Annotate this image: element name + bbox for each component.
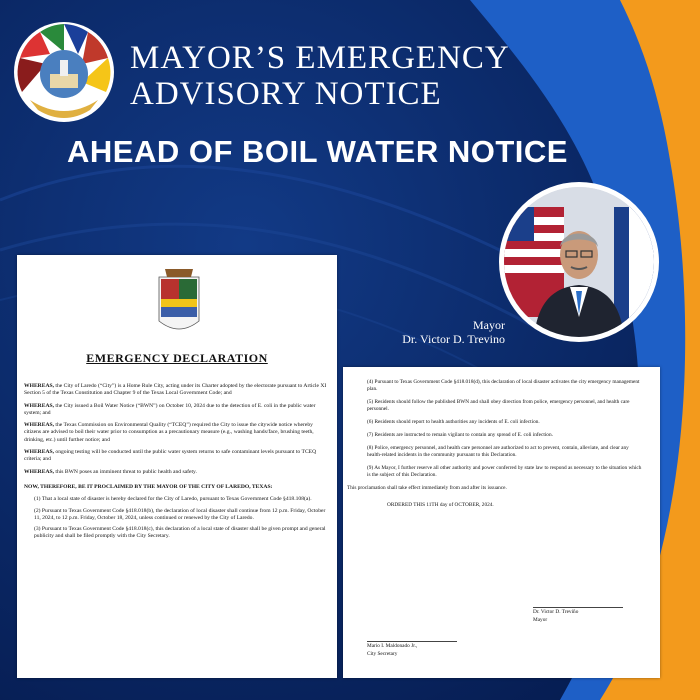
ordered-date: ORDERED THIS 11TH day of OCTOBER, 2024. (387, 502, 494, 508)
mayor-photo (504, 187, 654, 337)
declaration-item: (4) Pursuant to Texas Government Code §418.018(d), this declaration of local disaster activates the city emergency management plan. (367, 379, 640, 392)
whereas-clause-3: WHEREAS, the Texas Commission on Environmental Quality (“TCEQ”) required the City to issue the citywide notice whereby citizens are advised to boil their water prior to consumption as a precautionary measure (e.g., washing hands/face, brushing teeth, drinking, etc.) until further notice; and (24, 422, 314, 443)
mayor-name: Dr. Victor D. Trevino (402, 332, 505, 346)
declaration-item: (1) That a local state of disaster is hereby declared for the City of Laredo, pursuant to Texas Government Code §418.108(a). (34, 496, 312, 503)
whereas-clause-4: WHEREAS, ongoing testing will be conducted until the public water system returns to safe contaminant levels pursuant to TCEQ criteria; and (24, 449, 317, 463)
declaration-items (24, 496, 330, 540)
declaration-item: (6) Residents should report to health authorities any incidents of E. coli infection. (367, 419, 540, 425)
declaration-item: (7) Residents are instructed to remain vigilant to contain any spread of E. coli infection. (367, 432, 553, 438)
declaration-item: (9) As Mayor, I further reserve all other authority and power conferred by state law to respond as necessary to the situation which is the subject of this Declaration. (367, 465, 642, 478)
declaration-item: (2) Pursuant to Texas Government Code §418.018(b), the declaration of local disaster shall continue from 12 p.m. Friday, October 11, 2024, to 12 p.m. Friday, October 18, 2024, unless continued or renewed by the City of Laredo. (34, 507, 326, 521)
header-line-1: MAYOR’S EMERGENCY (130, 40, 510, 76)
declaration-page-2 (343, 367, 660, 678)
declaration-body (24, 383, 330, 545)
secretary-signature-name: Mario I. Maldonado Jr., (367, 643, 418, 649)
mayor-portrait (499, 182, 659, 342)
secretary-signature-line (367, 641, 457, 642)
whereas-clause-5: WHEREAS, this BWN poses an imminent threat to public health and safety. (24, 468, 197, 475)
secretary-signature-title: City Secretary (367, 651, 398, 657)
mayor-signature-name: Dr. Victor D. Treviño (533, 609, 579, 615)
whereas-clause-2: WHEREAS, the City issued a Boil Water Notice (“BWN”) on October 10, 2024 due to the detection of E. coli in the public water system; and (24, 402, 316, 416)
header-line-2: ADVISORY NOTICE (130, 76, 442, 112)
city-seal-logo (10, 18, 118, 126)
mayor-signature-title: Mayor (533, 617, 548, 623)
proclamation-heading: NOW, THEREFORE, BE IT PROCLAIMED BY THE MAYOR OF THE CITY OF LAREDO, TEXAS: (24, 483, 273, 490)
declaration-item: (8) Police, emergency personnel, and health care personnel are authorized to act to prevent, contain, alleviate, and clear any health-related incidents in the community pursuant to this Declaration. (367, 445, 629, 458)
whereas-clause-1: WHEREAS, the City of Laredo (“City”) is a Home Rule City, acting under its Charter adopted by the electorate pursuant to Article XI Section 5 of the Texas Constitution and Chapter 9 of the Texas Local Government Code; and (24, 383, 327, 397)
city-crest-logo (157, 267, 201, 339)
mayor-title: Mayor (473, 318, 505, 332)
declaration-page-1 (17, 255, 337, 678)
effect-statement: This proclamation shall take effect immediately from and after its issuance. (347, 485, 507, 491)
mayor-caption (340, 318, 505, 346)
declaration-item: (3) Pursuant to Texas Government Code §418.018(c), this declaration of a local state of disaster shall be given prompt and general publicity and shall be filed promptly with the City Secretary. (34, 526, 326, 540)
declaration-title: EMERGENCY DECLARATION (86, 351, 268, 365)
mayor-signature-line (533, 607, 623, 608)
declaration-item: (5) Residents should follow the published BWN and shall obey direction from police, emergency personnel, and health care personnel. (367, 399, 630, 412)
headline: AHEAD OF BOIL WATER NOTICE (67, 134, 568, 169)
declaration-page-2-body (347, 379, 643, 515)
